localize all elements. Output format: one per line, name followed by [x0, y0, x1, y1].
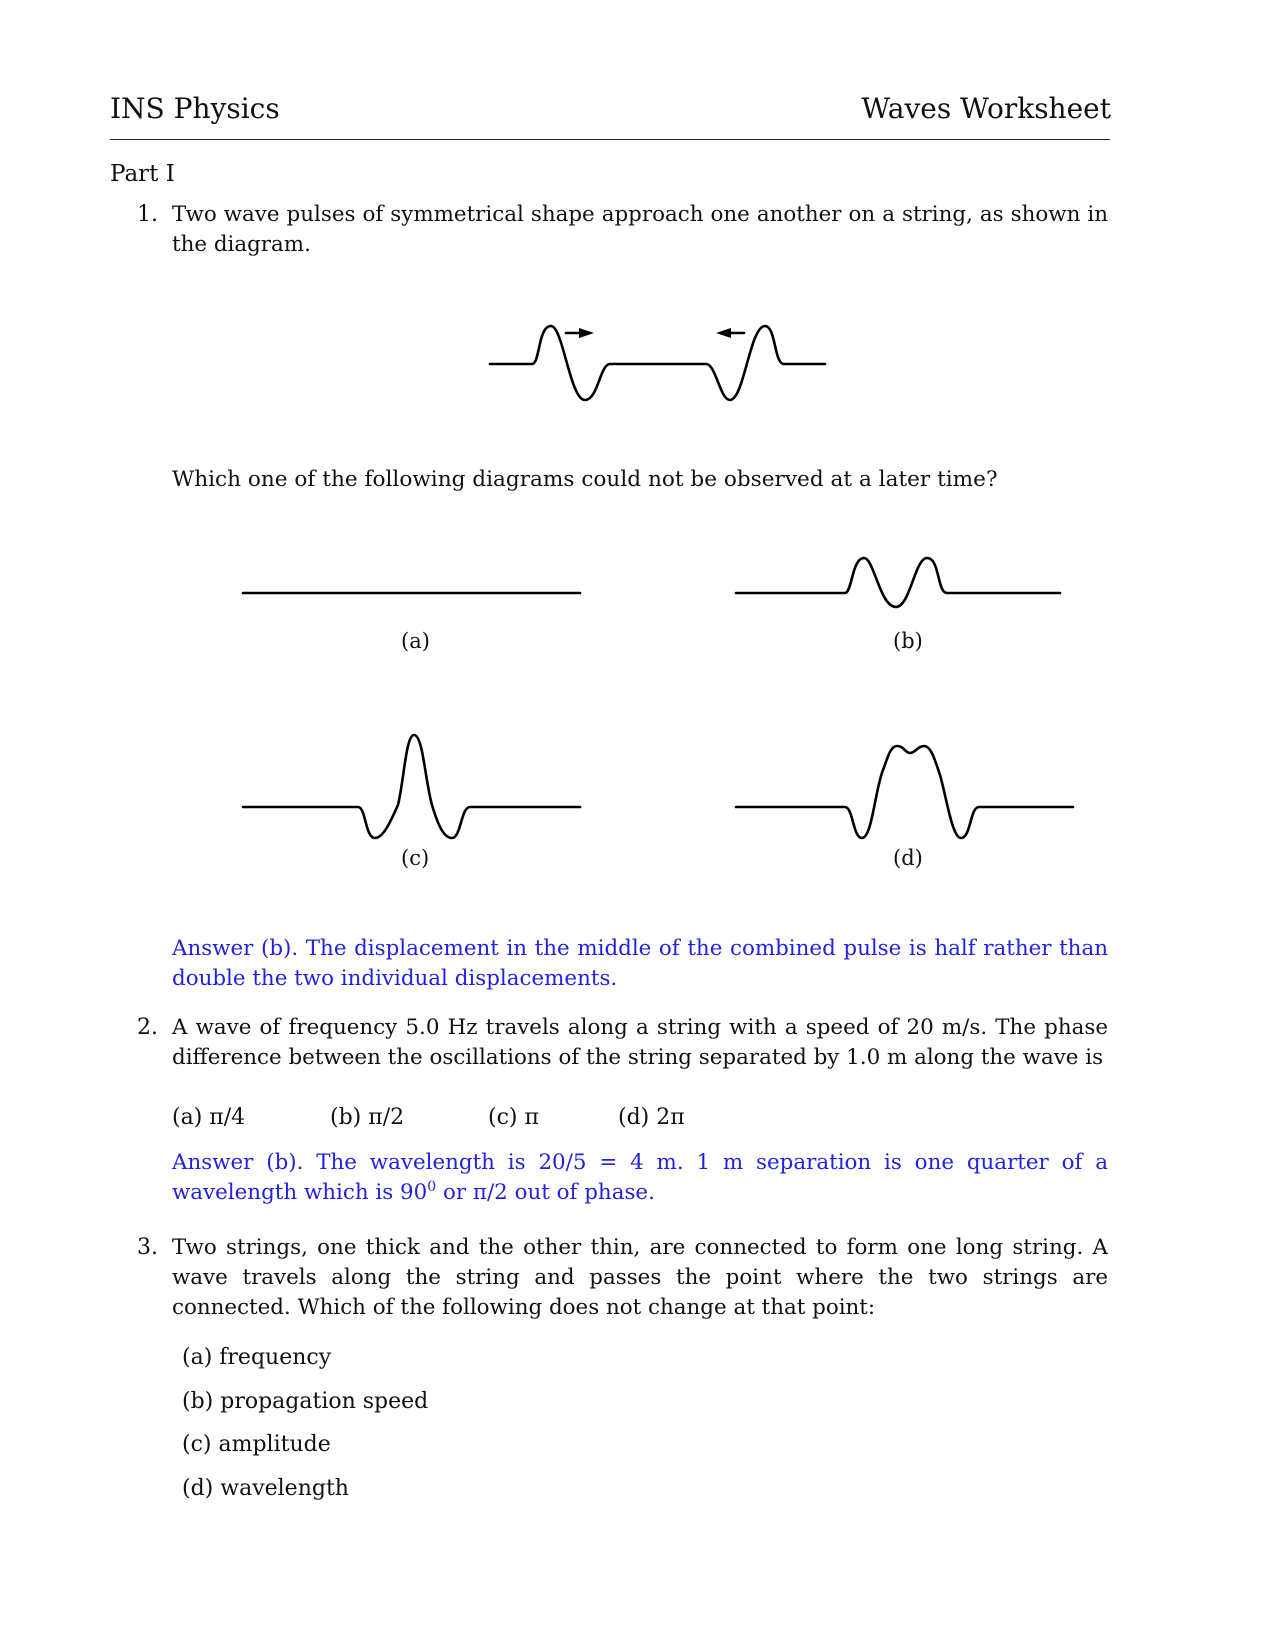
question-2-choice-a: (a) π/4 — [172, 1105, 246, 1130]
question-1-text: Two wave pulses of symmetrical shape approach one another on a string, as shown in the diagram. — [172, 202, 1108, 257]
figure-d-wave — [736, 746, 1073, 838]
figure-c-wave — [243, 735, 580, 838]
question-2-answer — [172, 1148, 1108, 1208]
figure-b-label: (b) — [893, 629, 923, 653]
question-2-answer-degree: 0 — [427, 1178, 437, 1195]
question-3-choice-d: (d) wavelength — [182, 1476, 349, 1501]
question-2-number: 2. — [137, 1015, 158, 1040]
question-1-prompt: Which one of the following diagrams could not be observed at a later time? — [172, 467, 998, 492]
figure-a-label: (a) — [401, 629, 430, 653]
figure-b-wave — [736, 558, 1060, 607]
question-2-choice-c: (c) π — [488, 1105, 539, 1130]
question-2-text: A wave of frequency 5.0 Hz travels along a string with a speed of 20 m/s. The phase difference between the oscillations of the string separated by 1.0 m along the wave is — [172, 1015, 1108, 1070]
question-3-text: Two strings, one thick and the other thin, are connected to form one long string. A wave travels along the string and passes the point where the two strings are connected. Which of the following does not change at that point: — [172, 1235, 1108, 1320]
question-2-answer-main: Answer (b). The wavelength is 20/5 = 4 m. 1 m separation is one quarter of a wavelength which is 90 — [172, 1150, 1108, 1205]
question-2-answer-tail: or π/2 out of phase. — [436, 1180, 655, 1205]
question-3-choice-a: (a) frequency — [182, 1345, 332, 1370]
part-title: Part I — [110, 161, 175, 187]
header-course-title: INS Physics — [110, 92, 280, 125]
question-2-choice-b: (b) π/2 — [330, 1105, 405, 1130]
question-1-answer: Answer (b). The displacement in the middle of the combined pulse is half rather than double the two individual displacements. — [172, 936, 1108, 991]
header-worksheet-title: Waves Worksheet — [861, 92, 1111, 125]
question-3-choice-b: (b) propagation speed — [182, 1389, 429, 1414]
question-1-number: 1. — [137, 202, 158, 227]
question-3-choice-c: (c) amplitude — [182, 1432, 331, 1457]
figure-d-label: (d) — [893, 846, 923, 870]
question-2-choice-d: (d) 2π — [618, 1105, 685, 1130]
question-3-number: 3. — [137, 1235, 158, 1260]
figure-c-label: (c) — [401, 846, 430, 870]
